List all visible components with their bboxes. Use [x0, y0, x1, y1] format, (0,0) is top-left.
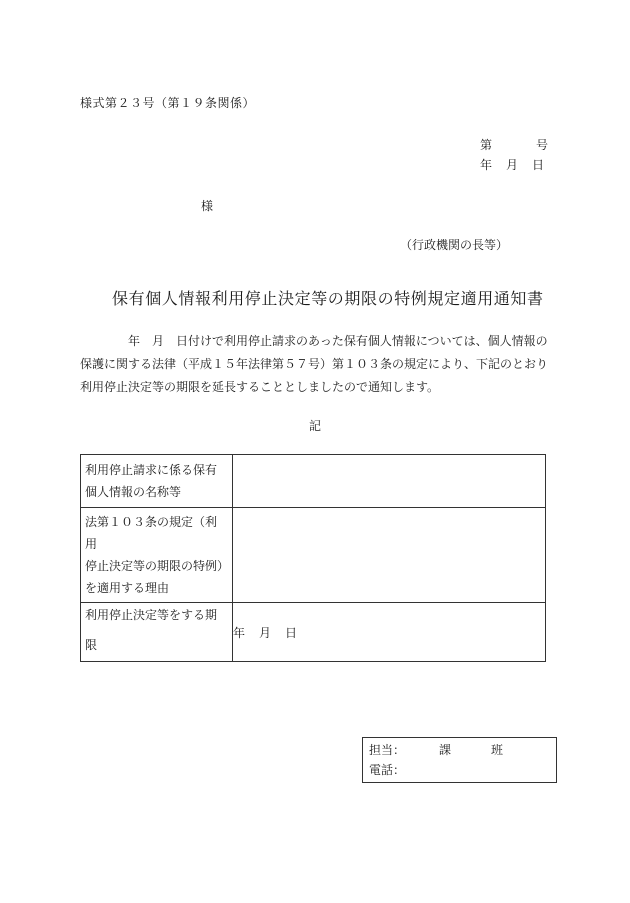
- table-row: [81, 508, 546, 603]
- doc-number-prefix: 第: [480, 138, 493, 152]
- document-number: [480, 136, 548, 153]
- reason-value[interactable]: [233, 508, 546, 603]
- body-line: 保護に関する法律（平成１５年法律第５７号）第１０３条の規定により、下記のとおり: [80, 357, 549, 371]
- document-date: [480, 156, 544, 173]
- label-line: を適用する理由: [85, 581, 170, 595]
- form-number: 様式第２３号（第１９条関係）: [80, 96, 256, 110]
- denwa-label: 電話：: [369, 763, 406, 777]
- ki-heading: 記: [309, 419, 322, 433]
- tanto-label: 担当：: [369, 743, 406, 757]
- record-name-value[interactable]: [233, 455, 546, 508]
- deadline-value[interactable]: [233, 603, 546, 662]
- detail-table: [80, 454, 546, 662]
- label-line: 限: [85, 638, 98, 652]
- record-name-label: [81, 455, 233, 508]
- han-label: 班: [491, 743, 504, 757]
- contact-cell: [363, 738, 557, 783]
- label-line: 利用停止決定等をする期: [85, 608, 218, 622]
- reason-label: [81, 508, 233, 603]
- doc-date-year: 年: [480, 158, 493, 172]
- doc-number-suffix: 号: [536, 138, 549, 152]
- label-line: 利用停止請求に係る保有: [85, 463, 218, 477]
- label-line: 個人情報の名称等: [85, 485, 182, 499]
- body-line: 利用停止決定等の期限を延長することとしましたので通知します。: [80, 380, 440, 394]
- deadline-label: [81, 603, 233, 662]
- body-line: 年 月 日付けで利用停止請求のあった保有個人情報については、個人情報の: [80, 334, 548, 348]
- deadline-month: 月: [259, 625, 272, 640]
- document-title: 保有個人情報利用停止決定等の期限の特例規定適用通知書: [112, 289, 544, 308]
- contact-box: [362, 737, 557, 783]
- deadline-year: 年: [233, 625, 246, 640]
- label-line: 停止決定等の期限の特例）: [85, 559, 230, 573]
- doc-date-day: 日: [532, 158, 545, 172]
- contact-denwa: [369, 760, 550, 780]
- label-line: 法第１０３条の規定（利用: [85, 515, 218, 551]
- addressee: 様: [201, 199, 214, 213]
- contact-tanto: [369, 740, 550, 760]
- table-row: [81, 603, 546, 662]
- table-row: [81, 455, 546, 508]
- sender: （行政機関の長等）: [400, 238, 509, 252]
- deadline-day: 日: [285, 625, 298, 640]
- doc-date-month: 月: [506, 158, 519, 172]
- ka-label: 課: [439, 743, 452, 757]
- body-text: [80, 330, 552, 399]
